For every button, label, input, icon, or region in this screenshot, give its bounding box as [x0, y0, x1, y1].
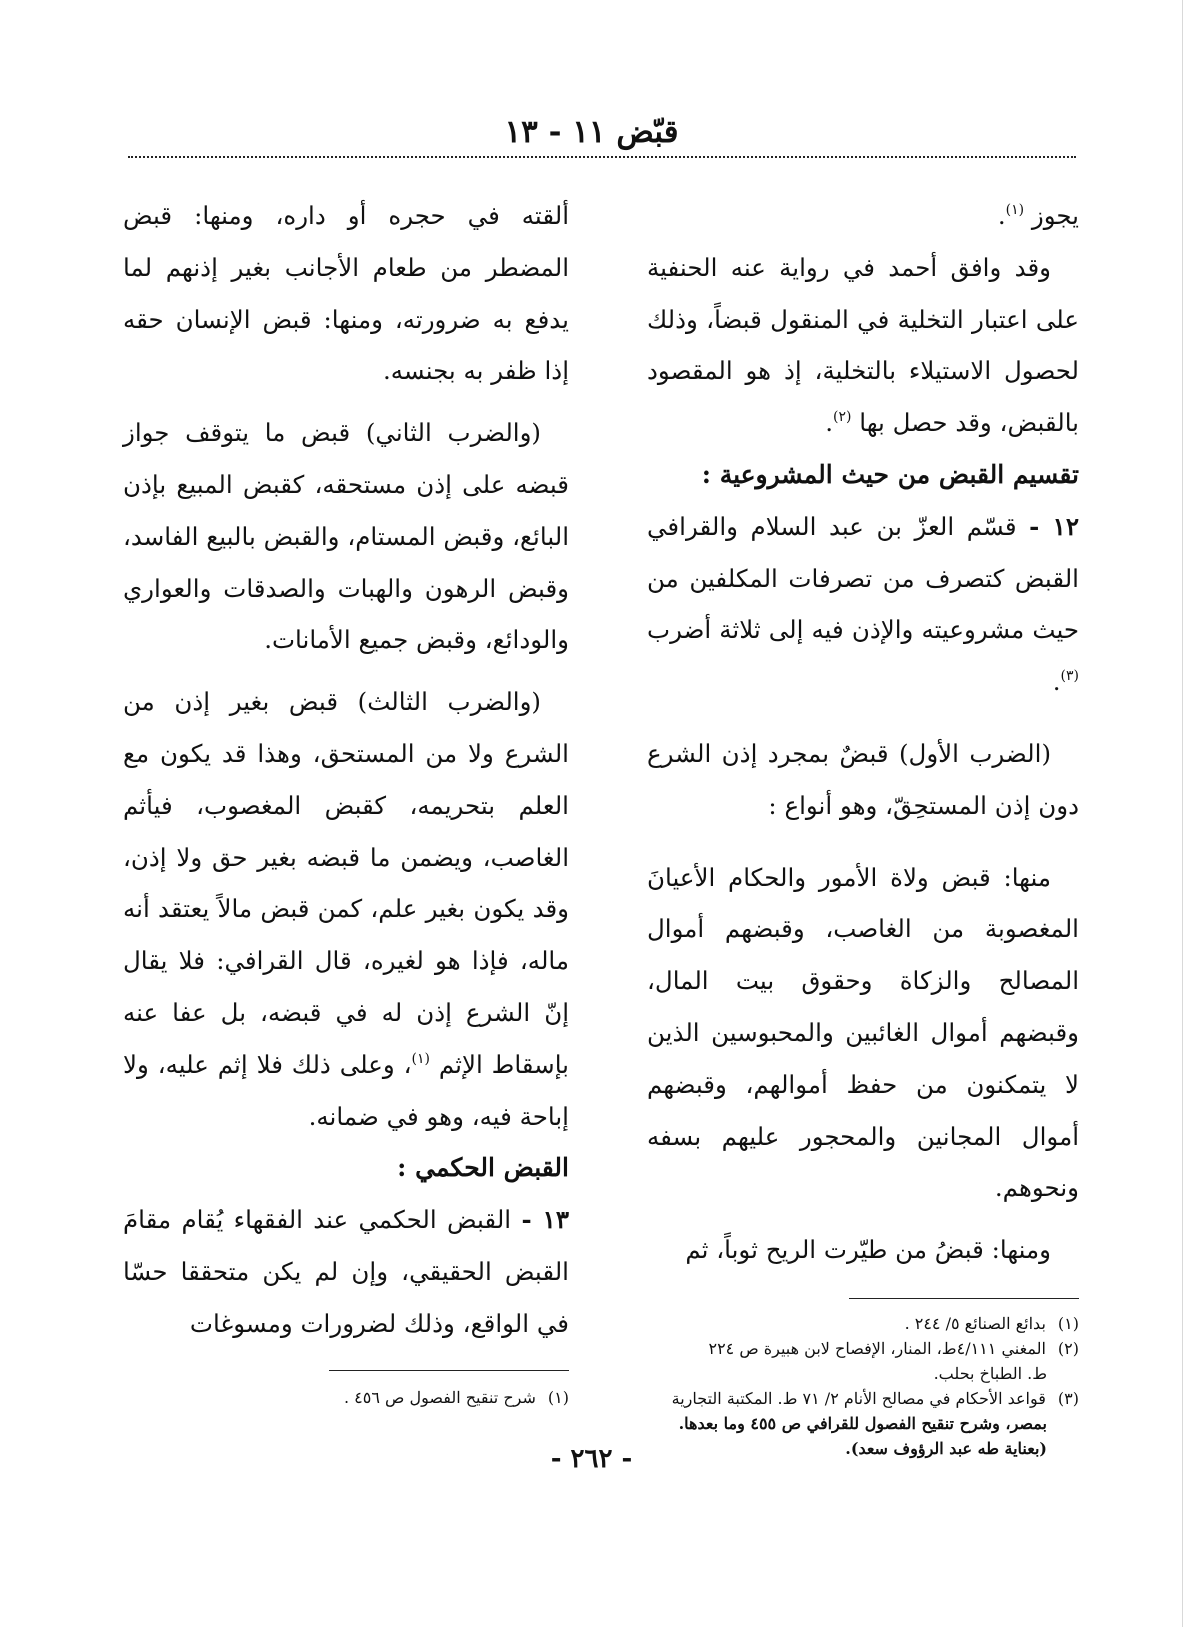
paragraph-continuation-examples: ألقته في حجره أو داره، ومنها: قبض المضطر من طعام الأجانب بغير إذنهم لما يدفع به ضرورته، ومنها: قبض الإنسان حقه إذا ظفر به بجنسه. [123, 201, 569, 386]
footnote-rule [849, 1298, 1079, 1299]
section-number: ١٣ - [521, 1205, 569, 1235]
header-dotted-rule [128, 156, 1076, 158]
section-heading-legitimacy: تقسيم القبض من حيث المشروعية : [701, 459, 1079, 489]
section-13: ١٣ - القبض الحكمي عند الفقهاء يُقام مقامَ القبض الحقيقي، وإن لم يكن متحققا حسّا في الواقع، وذلك لضرورات ومسوغات [123, 1205, 569, 1338]
footnotes-left [123, 1370, 569, 1410]
paragraph-ahmad-opinion: وقد وافق أحمد في رواية عنه الحنفية على اعتبار التخلية في المنقول قبضاً، وذلك لحصول الاستيلاء بالتخلية، إذ هو المقصود بالقبض، وقد حصل بها $^{(٢)}$. [647, 252, 1079, 438]
paragraph-third-type: (والضرب الثالث) قبض بغير إذن من الشرع ولا من المستحق، وهذا قد يكون مع العلم بتحريمه، كقبض المغصوب، فيأثم الغاصب، ويضمن ما قبضه بغير حق ولا إذن، وقد يكون بغير علم، كمن قبض مالاً يعتقد أنه ماله، فإذا هو لغيره، قال القرافي: فلا يقال إنّ الشرع إذن له في قبضه، بل عفا عنه بإسقاط الإثم $^{(١)}$، وعلى ذلك فلا إثم عليه، ولا إباحة فيه، وهو في ضمانه. [123, 687, 569, 1131]
paragraph-continuation: يجوز $^{(١)}$. [997, 201, 1079, 230]
footnote-1: (١) بدائع الصنائع ٥/ ٢٤٤ . [904, 1313, 1079, 1333]
paragraph-first-type-examples: منها: قبض ولاة الأمور والحكام الأعيانَ المغصوبة من الغاصب، وقبضهم أموال المصالح والزكاة وحقوق بيت المال، وقبضهم أموال الغائبين والمحبوسين الذين لا يتمكنون من حفظ أموالهم، وقبضهم أموال المجانين والمحجور عليهم بسفه ونحوهم. [647, 862, 1079, 1203]
footnote-3: (٣) قواعد الأحكام في مصالح الأنام ٢/ ٧١ ط. المكتبة التجارية [671, 1388, 1079, 1408]
footnote-1: (١) شرح تنقيح الفصول ص ٤٥٦ . [343, 1387, 569, 1407]
paragraph-first-type: (الضرب الأول) قبضٌ بمجرد إذن الشرع دون إذن المستحِقّ، وهو أنواع : [647, 738, 1079, 820]
paragraph-wind-example: ومنها: قبضُ من طيّرت الريح ثوباً، ثم [685, 1235, 1051, 1265]
section-number: ١٢ - [1029, 511, 1079, 541]
paragraph-second-type: (والضرب الثاني) قبض ما يتوقف جواز قبضه على إذن مستحقه، كقبض المبيع بإذن البائع، وقبض المستام، والقبض بالبيع الفاسد، وقبض الرهون والهبات والصدقات والعواري والودائع، وقبض جميع الأمانات. [123, 418, 569, 655]
footnote-ref[interactable]: (١) [1005, 202, 1025, 218]
footnote-2-continuation: ط. الطباخ بحلب. [933, 1363, 1047, 1383]
footnote-3-continuation: بمصر، وشرح تنقيح الفصول للقرافي ص ٤٥٥ وما بعدها. [678, 1413, 1047, 1433]
section-12: ١٢ - قسّم العزّ بن عبد السلام والقرافي القبض كتصرف من تصرفات المكلفين من حيث مشروعيته والإذن فيه إلى ثلاثة أضرب $^{(٣)}$. [647, 511, 1079, 697]
footnote-ref[interactable]: (٢) [832, 409, 852, 426]
footnote-2: (٢) المغني ٤/١١١ط، المنار، الإفصاح لابن هبيرة ص ٢٢٤ [708, 1338, 1079, 1358]
page-number: - ٢٦٢ - [550, 1444, 633, 1474]
page-header-title: قبّض ١١ - ١٣ [504, 114, 679, 150]
section-heading-constructive: القبض الحكمي : [397, 1153, 569, 1183]
footnote-rule [329, 1370, 569, 1371]
footnote-ref[interactable]: (٣) [1060, 668, 1079, 685]
right-column [647, 190, 1079, 1461]
left-column [123, 190, 569, 1410]
footnote-3-continuation-2: (بعناية طه عبد الرؤوف سعد). [845, 1438, 1047, 1458]
footnotes-right [647, 1298, 1079, 1461]
footnote-ref[interactable]: (١) [411, 1050, 430, 1067]
